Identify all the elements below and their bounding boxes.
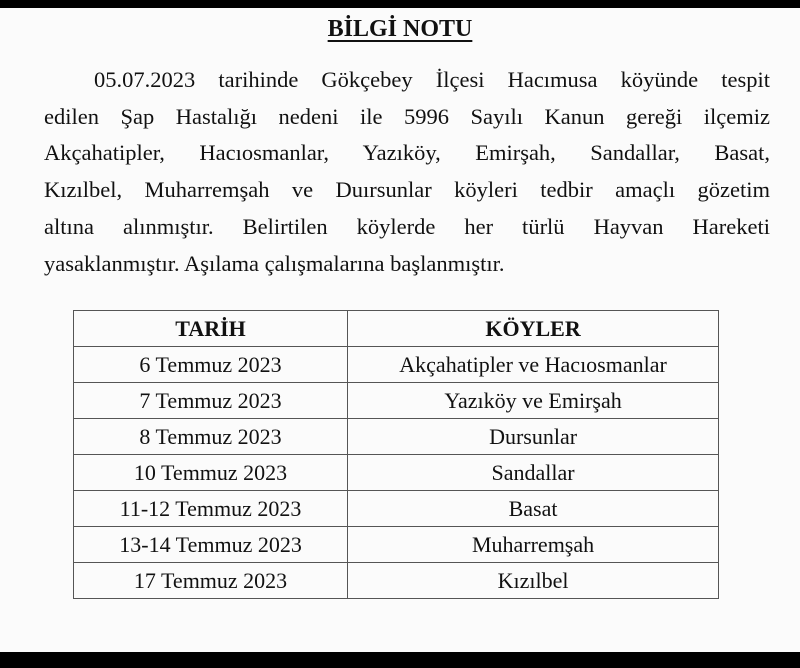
cell-date: 8 Temmuz 2023 bbox=[74, 419, 348, 455]
table-row bbox=[74, 383, 719, 419]
table-row bbox=[74, 563, 719, 599]
cell-date: 10 Temmuz 2023 bbox=[74, 455, 348, 491]
cell-date: 7 Temmuz 2023 bbox=[74, 383, 348, 419]
cell-villages: Akçahatipler ve Hacıosmanlar bbox=[348, 347, 719, 383]
paragraph-line: Kızılbel, Muharremşah ve Duırsunlar köyleri tedbir amaçlı gözetim bbox=[44, 177, 770, 203]
cell-villages: Dursunlar bbox=[348, 419, 719, 455]
table-row bbox=[74, 419, 719, 455]
cell-date: 6 Temmuz 2023 bbox=[74, 347, 348, 383]
paragraph-line: Akçahatipler, Hacıosmanlar, Yazıköy, Emirşah, Sandallar, Basat, bbox=[44, 140, 770, 166]
cell-date: 11-12 Temmuz 2023 bbox=[74, 491, 348, 527]
paragraph-line: altına alınmıştır. Belirtilen köylerde her türlü Hayvan Hareketi bbox=[44, 213, 770, 239]
document-title: BİLGİ NOTU bbox=[327, 16, 473, 42]
schedule-table bbox=[73, 310, 719, 599]
paragraph-line: 05.07.2023 tarihinde Gökçebey İlçesi Hacımusa köyünde tespit bbox=[94, 67, 770, 92]
bottom-border bbox=[0, 652, 800, 668]
paragraph-line: yasaklanmıştır. Aşılama çalışmalarına başlanmıştır. bbox=[44, 250, 505, 276]
cell-date: 17 Temmuz 2023 bbox=[74, 563, 348, 599]
table-row bbox=[74, 347, 719, 383]
info-paragraph bbox=[44, 62, 770, 282]
cell-villages: Sandallar bbox=[348, 455, 719, 491]
top-border bbox=[0, 0, 800, 8]
cell-date: 13-14 Temmuz 2023 bbox=[74, 527, 348, 563]
table-row bbox=[74, 527, 719, 563]
paragraph-line: edilen Şap Hastalığı nedeni ile 5996 Sayılı Kanun gereği ilçemiz bbox=[44, 103, 770, 129]
cell-villages: Basat bbox=[348, 491, 719, 527]
table-header-row bbox=[74, 311, 719, 347]
cell-villages: Muharremşah bbox=[348, 527, 719, 563]
table-row bbox=[74, 455, 719, 491]
header-date: TARİH bbox=[74, 311, 348, 347]
header-villages: KÖYLER bbox=[348, 311, 719, 347]
cell-villages: Kızılbel bbox=[348, 563, 719, 599]
cell-villages: Yazıköy ve Emirşah bbox=[348, 383, 719, 419]
table-row bbox=[74, 491, 719, 527]
